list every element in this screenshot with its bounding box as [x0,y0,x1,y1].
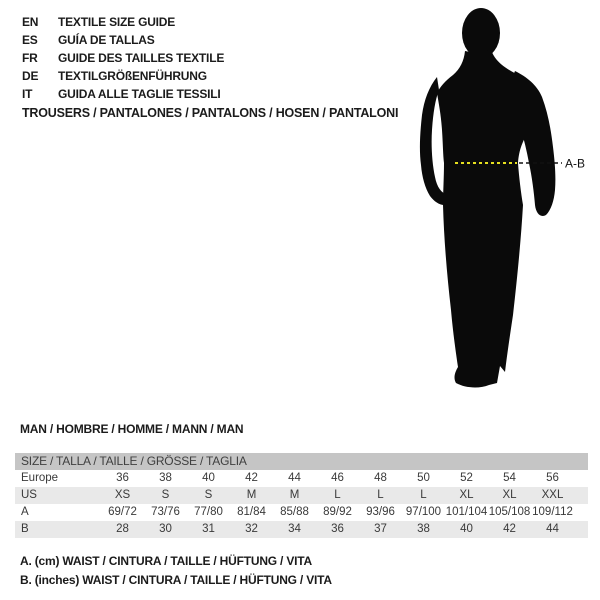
size-value-cell: 52 [460,472,473,484]
table-row [15,521,588,538]
man-silhouette-figure [415,5,590,397]
silhouette-legs [443,205,523,387]
measure-label-a-b: A-B [565,156,586,171]
size-value-cell: 28 [116,523,129,535]
measurement-notes [20,552,332,589]
size-value-cell: 36 [331,523,344,535]
size-value-cell: XL [502,489,517,501]
size-value-cell: 34 [288,523,301,535]
size-value-cell: 54 [503,472,516,484]
size-value-cell: L [334,489,341,501]
language-code: FR [22,51,38,65]
language-label: TEXTILGRÖßENFÜHRUNG [58,69,207,83]
size-value-cell: 37 [374,523,387,535]
row-label: Europe [21,472,59,484]
size-value-cell: 38 [159,472,172,484]
size-value-cell: XL [459,489,474,501]
size-value-cell: XS [114,489,131,501]
size-value-cell: 105/108 [488,506,531,518]
size-value-cell: 40 [202,472,215,484]
language-row [22,13,224,31]
language-label: TEXTILE SIZE GUIDE [58,15,176,29]
size-value-cell: 85/88 [280,506,309,518]
size-value-cell: 56 [546,472,559,484]
size-value-cell: S [204,489,213,501]
size-value-cell: 44 [288,472,301,484]
size-value-cell: 101/104 [445,506,488,518]
size-value-cell: 50 [417,472,430,484]
language-code: DE [22,69,39,83]
note-waist-inches: B. (inches) WAIST / CINTURA / TAILLE / HÜFTUNG / VITA [20,572,332,587]
table-row [15,487,588,504]
size-value-cell: L [420,489,427,501]
table-row [15,504,588,521]
size-value-cell: 30 [159,523,172,535]
size-value-cell: 42 [503,523,516,535]
row-label: US [21,489,37,501]
size-value-cell: 89/92 [323,506,352,518]
size-value-cell: 73/76 [151,506,180,518]
language-row [22,85,224,103]
size-value-cell: 31 [202,523,215,535]
row-label: B [21,523,29,535]
size-value-cell: 69/72 [108,506,137,518]
size-value-cell: 77/80 [194,506,223,518]
size-value-cell: 36 [116,472,129,484]
size-value-cell: 38 [417,523,430,535]
size-table [15,453,588,538]
silhouette-head [462,8,500,58]
size-value-cell: 32 [245,523,258,535]
size-table-body [15,470,588,538]
man-silhouette [415,5,590,397]
language-label: GUIDA ALLE TAGLIE TESSILI [58,87,221,101]
size-value-cell: S [161,489,170,501]
size-value-cell: 93/96 [366,506,395,518]
language-label: GUÍA DE TALLAS [58,33,155,47]
garment-title: TROUSERS / PANTALONES / PANTALONS / HOSEN / PANTALONI [22,106,399,120]
language-row [22,49,224,67]
language-list [22,13,224,103]
size-value-cell: M [289,489,300,501]
size-value-cell: 46 [331,472,344,484]
size-value-cell: M [246,489,257,501]
language-label: GUIDE DES TAILLES TEXTILE [58,51,225,65]
language-code: EN [22,15,39,29]
section-title: MAN / HOMBRE / HOMME / MANN / MAN [20,422,244,436]
language-row [22,67,224,85]
size-value-cell: 81/84 [237,506,266,518]
size-value-cell: L [377,489,384,501]
size-value-cell: 109/112 [532,506,573,518]
size-value-cell: 48 [374,472,387,484]
size-value-cell: 97/100 [405,506,442,518]
language-row [22,31,224,49]
size-table-header: SIZE / TALLA / TAILLE / GRÖSSE / TAGLIA [15,453,588,470]
size-value-cell: 42 [245,472,258,484]
size-value-cell: 40 [460,523,473,535]
note-waist-cm: A. (cm) WAIST / CINTURA / TAILLE / HÜFTUNG / VITA [20,554,312,568]
size-value-cell: 44 [546,523,559,535]
size-value-cell: XXL [541,489,564,501]
table-row [15,470,588,487]
language-code: IT [22,87,33,101]
row-label: A [21,506,29,518]
language-code: ES [22,33,38,47]
